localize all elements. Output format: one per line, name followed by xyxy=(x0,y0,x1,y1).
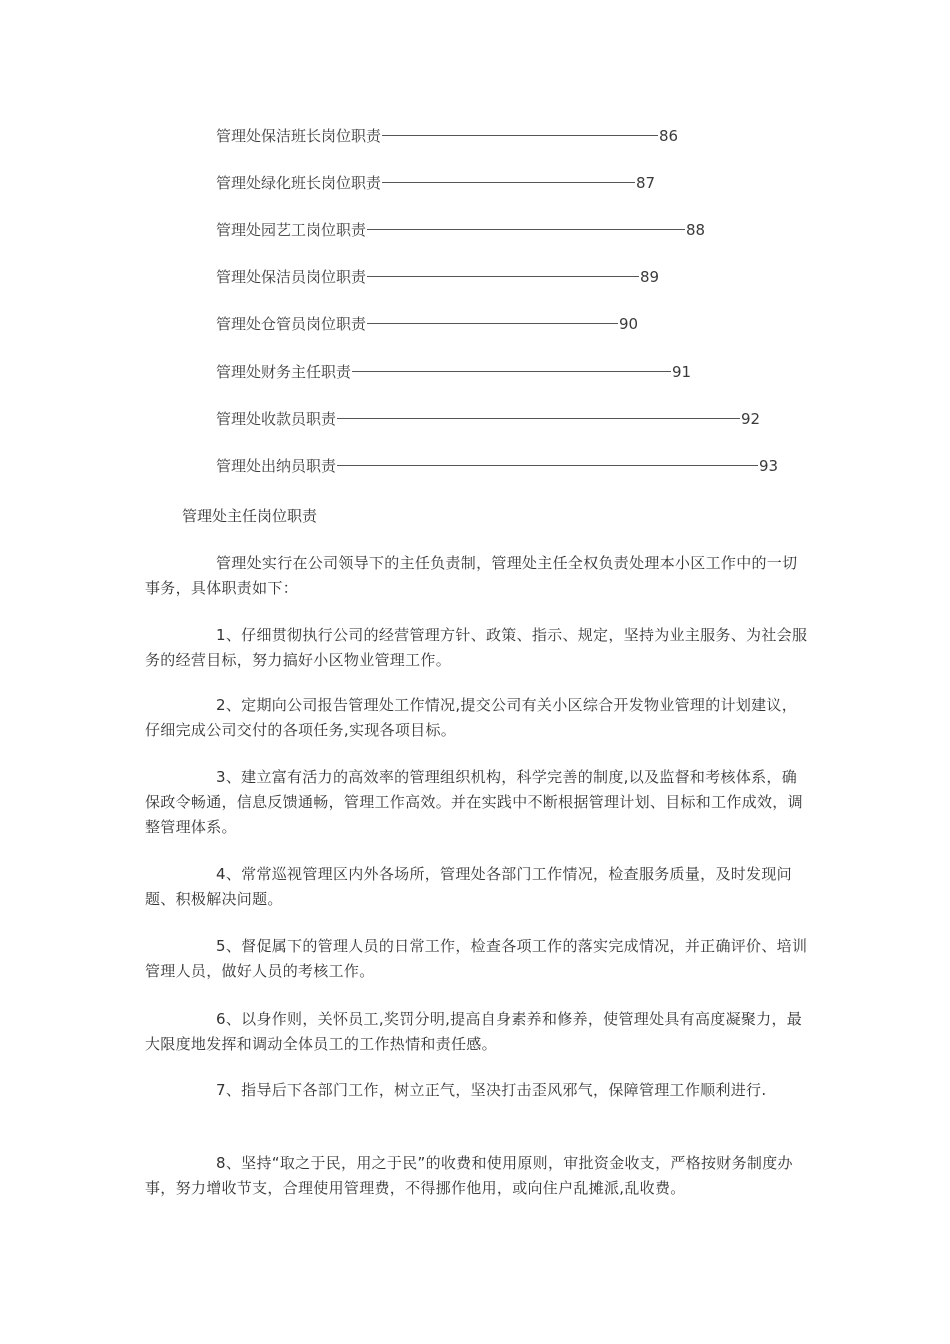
toc-leader xyxy=(337,465,758,466)
paragraph-item-3: 3、建立富有活力的高效率的管理组织机构，科学完善的制度,以及监督和考核体系，确保政令畅通，信息反馈通畅，管理工作高效。并在实践中不断根据管理计划、目标和工作成效，调整管理体系。 xyxy=(145,768,803,836)
toc-entry[interactable] xyxy=(216,361,691,383)
paragraph-item-8: 8、坚持“取之于民，用之于民”的收费和使用原则，审批资金收支，严格按财务制度办事，努力增收节支，合理使用管理费，不得挪作他用，或向住户乱摊派,乱收费。 xyxy=(145,1154,793,1197)
toc-entry[interactable] xyxy=(216,408,760,430)
toc-entry-page: 88 xyxy=(686,221,706,239)
toc-entry-label: 管理处绿化班长岗位职责 xyxy=(216,174,382,192)
toc-entry-label: 管理处仓管员岗位职责 xyxy=(216,315,367,333)
toc-leader xyxy=(382,182,635,183)
toc-leader xyxy=(352,371,671,372)
section-title: 管理处主任岗位职责 xyxy=(182,507,318,525)
paragraph-item-1: 1、仔细贯彻执行公司的经营管理方针、政策、指示、规定，坚持为业主服务、为社会服务的经营目标，努力搞好小区物业管理工作。 xyxy=(145,626,808,669)
toc-entry[interactable] xyxy=(216,172,655,194)
paragraph-item-7: 7、指导后下各部门工作，树立正气，坚决打击歪风邪气，保障管理工作顺利进行. xyxy=(216,1081,767,1099)
toc-entry[interactable] xyxy=(216,455,778,477)
paragraph-item-4: 4、常常巡视管理区内外各场所，管理处各部门工作情况，检查服务质量，及时发现问题、积极解决问题。 xyxy=(145,865,792,908)
toc-leader xyxy=(367,229,685,230)
toc-entry[interactable] xyxy=(216,219,705,241)
toc-entry-page: 89 xyxy=(640,268,660,286)
toc-entry-label: 管理处出纳员职责 xyxy=(216,457,337,475)
toc-entry[interactable] xyxy=(216,313,638,335)
toc-entry-page: 87 xyxy=(636,174,656,192)
toc-entry-label: 管理处财务主任职责 xyxy=(216,363,352,381)
toc-entry-page: 91 xyxy=(672,363,692,381)
toc-leader xyxy=(367,323,618,324)
toc-entry-label: 管理处园艺工岗位职责 xyxy=(216,221,367,239)
toc-entry[interactable] xyxy=(216,125,678,147)
paragraph-item-6: 6、以身作则，关怀员工,奖罚分明,提高自身素养和修养，使管理处具有高度凝聚力，最大限度地发挥和调动全体员工的工作热情和责任感。 xyxy=(145,1010,803,1053)
toc-leader xyxy=(367,276,639,277)
paragraph-intro: 管理处实行在公司领导下的主任负责制，管理处主任全权负责处理本小区工作中的一切事务，具体职责如下： xyxy=(145,554,798,597)
toc-entry[interactable] xyxy=(216,266,659,288)
toc-leader xyxy=(382,135,658,136)
toc-entry-label: 管理处保洁班长岗位职责 xyxy=(216,127,382,145)
toc-leader xyxy=(337,418,740,419)
toc-entry-page: 93 xyxy=(759,457,779,475)
toc-entry-page: 92 xyxy=(741,410,761,428)
paragraph-item-2: 2、定期向公司报告管理处工作情况,提交公司有关小区综合开发物业管理的计划建议，仔细完成公司交付的各项任务,实现各项目标。 xyxy=(145,696,798,739)
toc-entry-page: 90 xyxy=(619,315,639,333)
toc-entry-page: 86 xyxy=(659,127,679,145)
paragraph-item-5: 5、督促属下的管理人员的日常工作，检查各项工作的落实完成情况，并正确评价、培训管理人员，做好人员的考核工作。 xyxy=(145,937,808,980)
toc-entry-label: 管理处收款员职责 xyxy=(216,410,337,428)
toc-entry-label: 管理处保洁员岗位职责 xyxy=(216,268,367,286)
